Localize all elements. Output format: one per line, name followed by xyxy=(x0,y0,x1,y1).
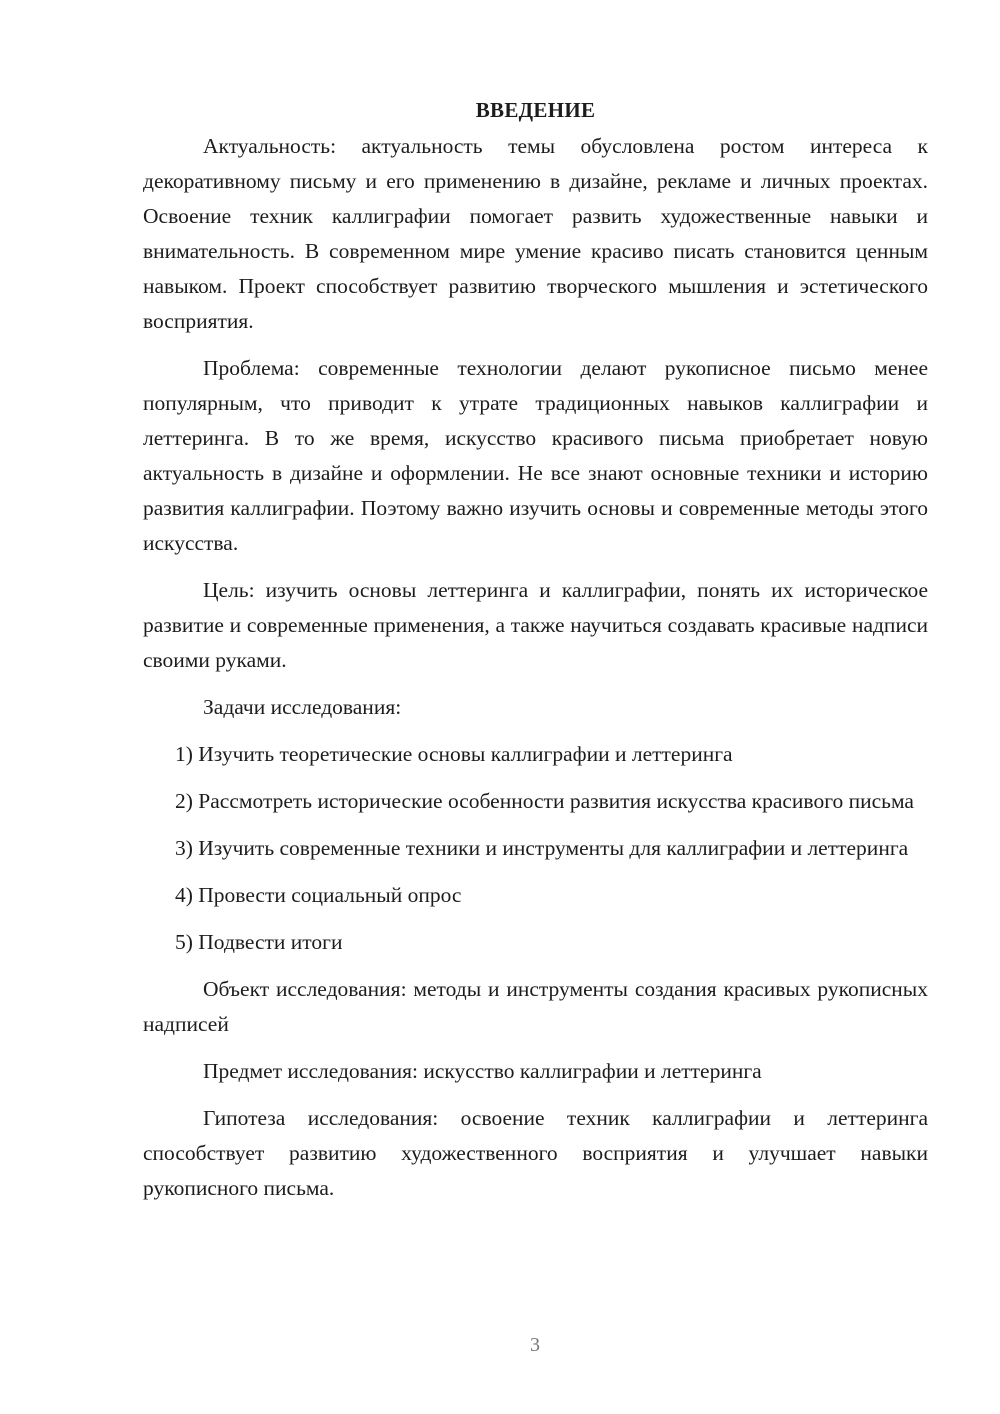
paragraph-subject: Предмет исследования: искусство каллиграфии и леттеринга xyxy=(203,1059,762,1083)
task-item: 2) Рассмотреть исторические особенности развития искусства красивого письма xyxy=(175,789,914,813)
task-item: 3) Изучить современные техники и инструменты для каллиграфии и леттеринга xyxy=(175,836,909,860)
task-item: 5) Подвести итоги xyxy=(175,930,343,954)
section-title: ВВЕДЕНИЕ xyxy=(475,98,596,122)
task-item: 1) Изучить теоретические основы каллиграфии и леттеринга xyxy=(175,742,733,766)
page-content xyxy=(143,95,928,1218)
paragraph-tasks-heading: Задачи исследования: xyxy=(203,695,402,719)
paragraph-problem: Проблема: современные технологии делают рукописное письмо менее популярным, что приводит к утрате традиционных навыков каллиграфии и леттеринга. В то же время, искусство красивого письма приобретает новую актуальность в дизайне и оформлении. Не все знают основные техники и историю развития каллиграфии. Поэтому важно изучить основы и современные методы этого искусства. xyxy=(143,356,928,555)
page-number: 3 xyxy=(530,1334,540,1356)
paragraph-relevance: Актуальность: актуальность темы обусловлена ростом интереса к декоративному письму и его применению в дизайне, рекламе и личных проектах. Освоение техник каллиграфии помогает развить художественные навыки и внимательность. В современном мире умение красиво писать становится ценным навыком. Проект способствует развитию творческого мышления и эстетического восприятия. xyxy=(143,134,928,333)
paragraph-object: Объект исследования: методы и инструменты создания красивых рукописных надписей xyxy=(143,977,928,1036)
paragraph-goal: Цель: изучить основы леттеринга и каллиграфии, понять их историческое развитие и современные применения, а также научиться создавать красивые надписи своими руками. xyxy=(143,578,928,672)
paragraph-hypothesis: Гипотеза исследования: освоение техник каллиграфии и леттеринга способствует развитию художественного восприятия и улучшает навыки рукописного письма. xyxy=(143,1106,928,1200)
task-item: 4) Провести социальный опрос xyxy=(175,883,462,907)
